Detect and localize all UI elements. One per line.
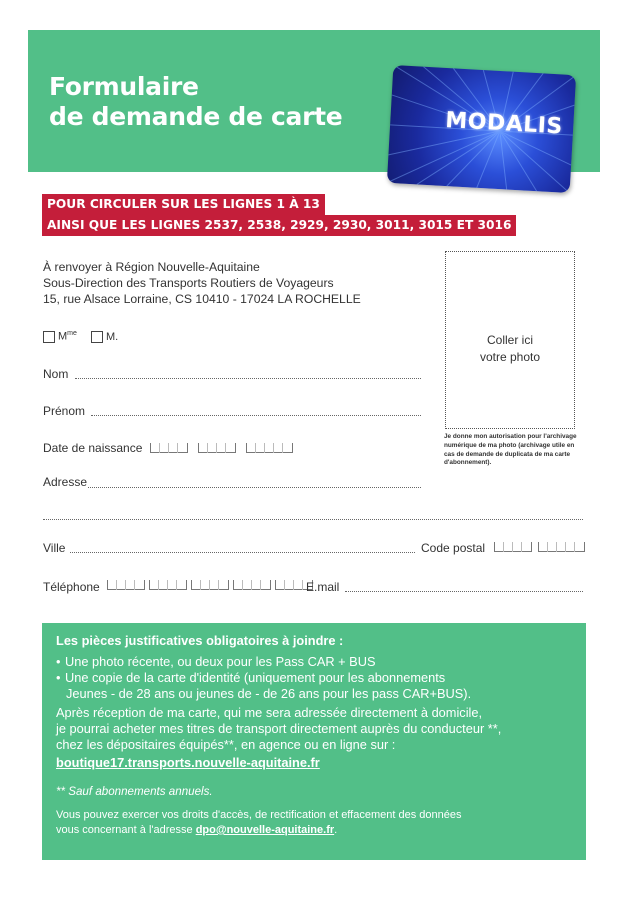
- photo-instruction-line: Coller ici: [486, 333, 533, 347]
- adresse-label: Adresse: [43, 475, 88, 489]
- birth-month[interactable]: [198, 443, 236, 453]
- prenom-label: Prénom: [43, 404, 86, 418]
- adresse-field-2[interactable]: [43, 519, 583, 520]
- footnote: ** Sauf abonnements annuels.: [56, 785, 213, 798]
- list-item: • Une photo récente, ou deux pour les Pass CAR + BUS: [56, 654, 572, 670]
- nom-label: Nom: [43, 367, 69, 381]
- data-rights-prefix: vous concernant à l'adresse: [56, 824, 196, 836]
- nom-field[interactable]: [75, 378, 421, 379]
- photo-instruction: [446, 332, 574, 366]
- return-address: [43, 259, 361, 307]
- phone-part[interactable]: [149, 580, 187, 590]
- boutique-link[interactable]: boutique17.transports.nouvelle-aquitaine.fr: [56, 755, 320, 770]
- mme-label: $M^{me}$: [58, 330, 77, 343]
- adresse-field[interactable]: [88, 487, 421, 488]
- postal-code-part[interactable]: [538, 542, 585, 552]
- birth-year[interactable]: [246, 443, 293, 453]
- postal-code-label: Code postal: [421, 541, 486, 555]
- address-line: À renvoyer à Région Nouvelle-Aquitaine: [43, 260, 260, 274]
- email-label: E.mail: [306, 580, 340, 594]
- info-paragraph: Après réception de ma carte, qui me sera adressée directement à domicile,: [56, 705, 483, 720]
- telephone-field[interactable]: [107, 580, 313, 590]
- data-rights-line: Vous pouvez exercer vos droits d'accès, de rectification et effacement des données: [56, 809, 462, 821]
- modalis-card-image: [387, 65, 576, 193]
- m-checkbox[interactable]: [91, 331, 103, 343]
- postal-code-part[interactable]: [494, 542, 532, 552]
- card-logo: MODALIS: [444, 107, 564, 140]
- birthdate-label: Date de naissance: [43, 441, 143, 455]
- data-rights-line: [56, 823, 572, 838]
- m-label: M.: [106, 331, 119, 343]
- birth-day[interactable]: [150, 443, 188, 453]
- photo-consent: Je donne mon autorisation pour l'archivage numérique de ma photo (archivage utile en cas de demande de duplicata de ma carte d'abonnement).: [444, 433, 577, 467]
- title-line-1: Formulaire: [49, 72, 199, 101]
- list-item-continuation: Jeunes - de 28 ans ou jeunes de - de 26 ans pour les pass CAR+BUS).: [66, 686, 472, 701]
- data-rights-text: [56, 808, 572, 838]
- list-item: • Une copie de la carte d'identité (uniquement pour les abonnements: [56, 670, 572, 686]
- ville-field[interactable]: [70, 552, 415, 553]
- address-line: Sous-Direction des Transports Routiers de Voyageurs: [43, 276, 334, 290]
- required-documents-list: [56, 654, 572, 686]
- mme-checkbox[interactable]: [43, 331, 55, 343]
- phone-part[interactable]: [107, 580, 145, 590]
- photo-instruction-line: votre photo: [479, 350, 541, 364]
- email-field[interactable]: [345, 591, 583, 592]
- info-box: [42, 623, 586, 860]
- page-title: [49, 72, 342, 132]
- birthdate-field[interactable]: [150, 443, 293, 453]
- info-title: Les pièces justificatives obligatoires à joindre :: [56, 633, 344, 648]
- lines-banner-1: POUR CIRCULER SUR LES LIGNES 1 À 13: [42, 194, 325, 215]
- phone-part[interactable]: [233, 580, 271, 590]
- postal-code-field[interactable]: [494, 542, 585, 552]
- title-line-2: de demande de carte: [49, 102, 343, 131]
- lines-banner-2: AINSI QUE LES LIGNES 2537, 2538, 2929, 2930, 3011, 3015 ET 3016: [42, 215, 516, 236]
- address-line: 15, rue Alsace Lorraine, CS 10410 - 17024 LA ROCHELLE: [43, 292, 361, 306]
- info-paragraph: chez les dépositaires équipés**, en agence ou en ligne sur :: [56, 737, 396, 752]
- ville-label: Ville: [43, 541, 66, 555]
- phone-part[interactable]: [191, 580, 229, 590]
- prenom-field[interactable]: [91, 415, 421, 416]
- photo-box[interactable]: [445, 251, 575, 429]
- info-paragraph: je pourrai acheter mes titres de transport directement auprès du conducteur **,: [56, 721, 502, 736]
- data-rights-end: .: [334, 824, 338, 836]
- telephone-label: Téléphone: [43, 580, 100, 594]
- dpo-email-link[interactable]: dpo@nouvelle-aquitaine.fr: [195, 824, 335, 836]
